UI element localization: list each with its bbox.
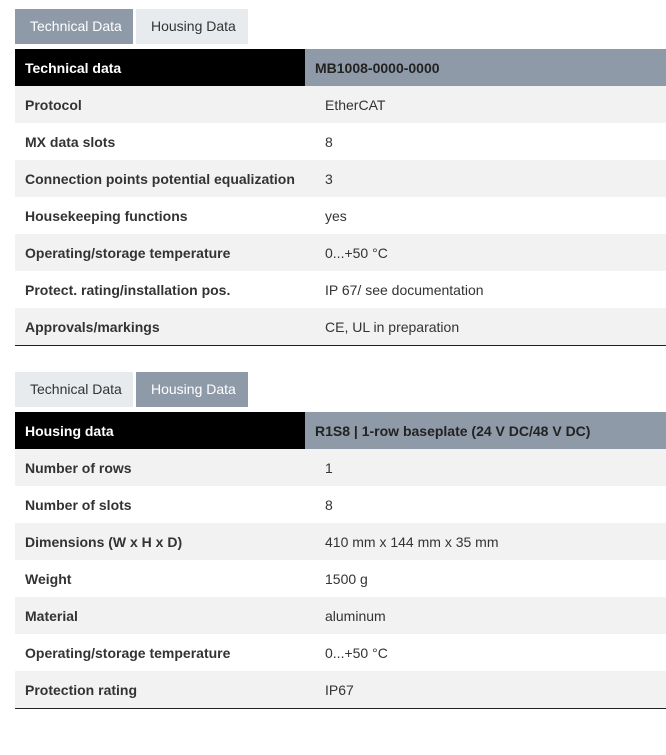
row-value: 1 [325, 459, 333, 476]
housing-data-table [15, 412, 666, 709]
row-label: Weight [25, 570, 72, 587]
table-row [15, 86, 666, 123]
row-label: Number of slots [25, 496, 132, 513]
table-row [15, 560, 666, 597]
row-label: Approvals/markings [25, 318, 160, 335]
tab-technical-data[interactable]: Technical Data [15, 9, 133, 44]
header-label: Housing data [15, 412, 305, 449]
table-row [15, 597, 666, 634]
table-row [15, 486, 666, 523]
row-label: Operating/storage temperature [25, 244, 231, 261]
row-label: Material [25, 607, 78, 624]
technical-data-table [15, 49, 666, 346]
tab-housing-data[interactable]: Housing Data [136, 372, 248, 407]
row-value: 410 mm x 144 mm x 35 mm [325, 533, 499, 550]
row-label: Housekeeping functions [25, 207, 188, 224]
row-value: 0...+50 °C [325, 244, 388, 261]
tab-bar [15, 372, 666, 407]
header-baseplate: R1S8 | 1-row baseplate (24 V DC/48 V DC) [305, 412, 666, 449]
row-label: Connection points potential equalization [25, 170, 295, 187]
row-label: Operating/storage temperature [25, 644, 231, 661]
table-row [15, 160, 666, 197]
table-row [15, 234, 666, 271]
row-label: Protect. rating/installation pos. [25, 281, 231, 298]
table-row [15, 634, 666, 671]
row-value: aluminum [325, 607, 386, 624]
row-value: 0...+50 °C [325, 644, 388, 661]
table-row [15, 449, 666, 486]
table-header [15, 49, 666, 86]
table-row [15, 523, 666, 560]
table-row [15, 123, 666, 160]
tab-housing-data[interactable]: Housing Data [136, 9, 248, 44]
row-label: Number of rows [25, 459, 132, 476]
table-row [15, 271, 666, 308]
header-label: Technical data [15, 49, 305, 86]
housing-data-section [15, 372, 666, 709]
row-label: Protection rating [25, 681, 138, 698]
row-value: 3 [325, 170, 333, 187]
row-value: IP 67/ see documentation [325, 281, 484, 298]
row-value: 8 [325, 496, 333, 513]
row-label: MX data slots [25, 133, 116, 150]
row-value: EtherCAT [325, 96, 386, 113]
table-header [15, 412, 666, 449]
table-row [15, 308, 666, 345]
tab-technical-data[interactable]: Technical Data [15, 372, 133, 407]
technical-data-section [15, 9, 666, 346]
table-row [15, 197, 666, 234]
row-value: 1500 g [325, 570, 368, 587]
tab-bar [15, 9, 666, 44]
row-label: Dimensions (W x H x D) [25, 533, 183, 550]
row-value: IP67 [325, 681, 354, 698]
row-value: CE, UL in preparation [325, 318, 460, 335]
row-label: Protocol [25, 96, 82, 113]
row-value: yes [325, 207, 347, 224]
table-row [15, 671, 666, 708]
header-product-code: MB1008-0000-0000 [305, 49, 666, 86]
row-value: 8 [325, 133, 333, 150]
